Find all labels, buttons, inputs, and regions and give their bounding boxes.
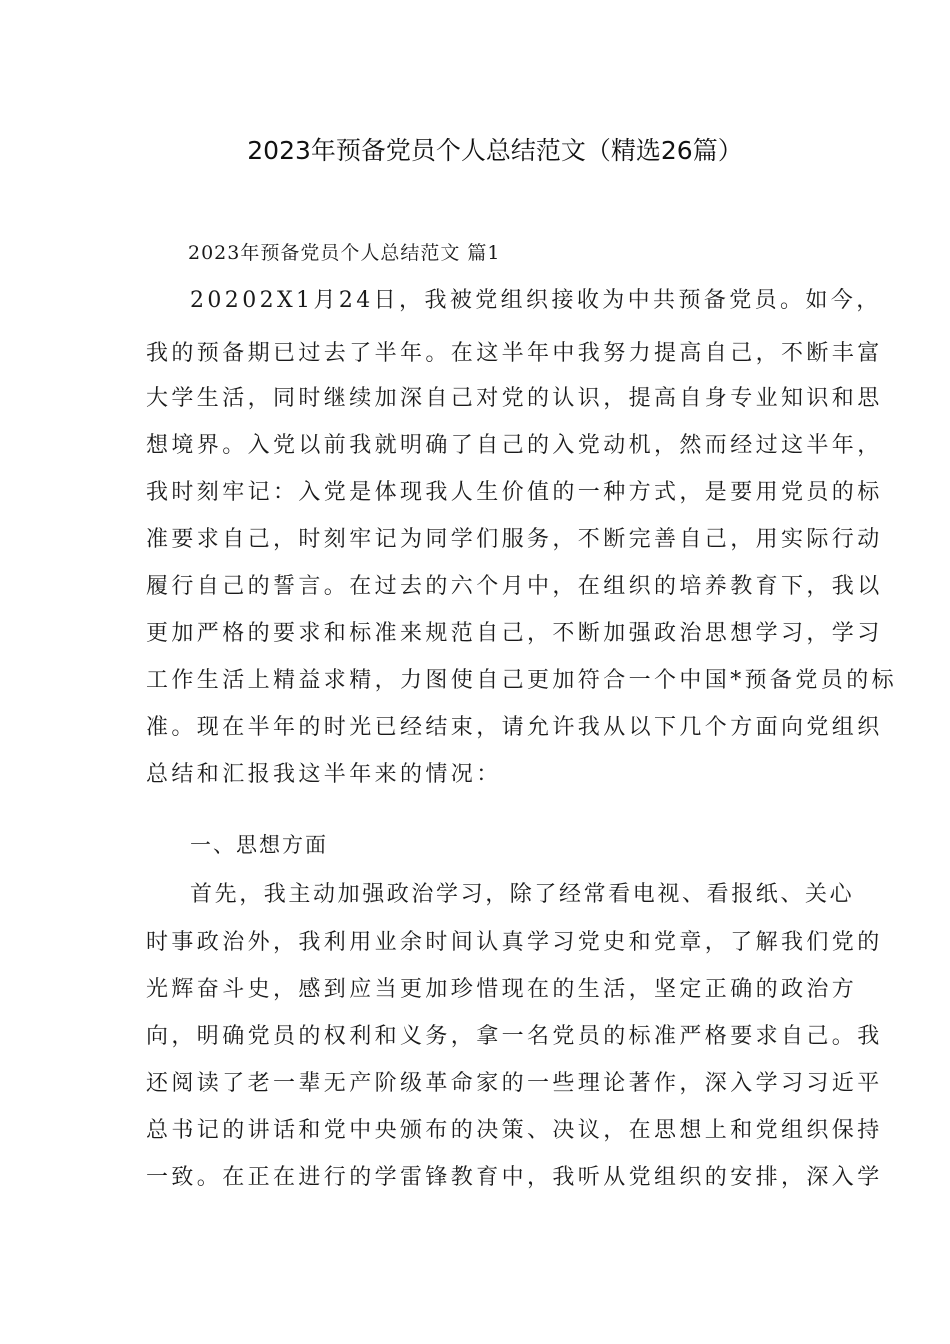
paragraph2-line-3: 光辉奋斗史，感到应当更加珍惜现在的生活，坚定正确的政治方: [146, 977, 858, 1002]
paragraph1-line-6: 准要求自己，时刻牢记为同学们服务，不断完善自己，用实际行动: [146, 527, 883, 552]
paragraph1-line-7: 履行自己的誓言。在过去的六个月中，在组织的培养教育下，我以: [146, 574, 883, 599]
paragraph1-line-5: 我时刻牢记：入党是体现我人生价值的一种方式，是要用党员的标: [146, 480, 883, 505]
paragraph1-line-10: 准。现在半年的时光已经结束，请允许我从以下几个方面向党组织: [146, 715, 883, 740]
paragraph2-line-2: 时事政治外，我利用业余时间认真学习党史和党章，了解我们党的: [146, 930, 883, 955]
paragraph2-line-4: 向，明确党员的权利和义务，拿一名党员的标准严格要求自己。我: [146, 1024, 883, 1049]
paragraph1-line-4: 想境界。入党以前我就明确了自己的入党动机，然而经过这半年，: [146, 433, 883, 458]
paragraph2-line-1: 首先，我主动加强政治学习，除了经常看电视、看报纸、关心: [190, 882, 855, 907]
paragraph1-line-8: 更加严格的要求和标准来规范自己，不断加强政治思想学习，学习: [146, 621, 883, 646]
paragraph1-line-9: 工作生活上精益求精，力图使自己更加符合一个中国*预备党员的标: [146, 668, 898, 693]
paragraph2-line-6: 总书记的讲话和党中央颁布的决策、决议，在思想上和党组织保持: [146, 1118, 883, 1143]
paragraph1-line-2: 我的预备期已过去了半年。在这半年中我努力提高自己，不断丰富: [146, 341, 883, 366]
paragraph1-line-3: 大学生活，同时继续加深自己对党的认识，提高自身专业知识和思: [146, 386, 883, 411]
subheading-thought: 一、思想方面: [190, 833, 328, 857]
paragraph1-line-11: 总结和汇报我这半年来的情况：: [146, 762, 502, 787]
paragraph2-line-7: 一致。在正在进行的学雷锋教育中，我听从党组织的安排，深入学: [146, 1165, 883, 1190]
paragraph1-line-1: 20202X1月24日，我被党组织接收为中共预备党员。如今，: [190, 288, 882, 313]
paragraph2-line-5: 还阅读了老一辈无产阶级革命家的一些理论著作，深入学习习近平: [146, 1071, 883, 1096]
section-heading: 2023年预备党员个人总结范文 篇1: [188, 242, 501, 264]
document-title: 2023年预备党员个人总结范文（精选26篇）: [247, 136, 743, 165]
